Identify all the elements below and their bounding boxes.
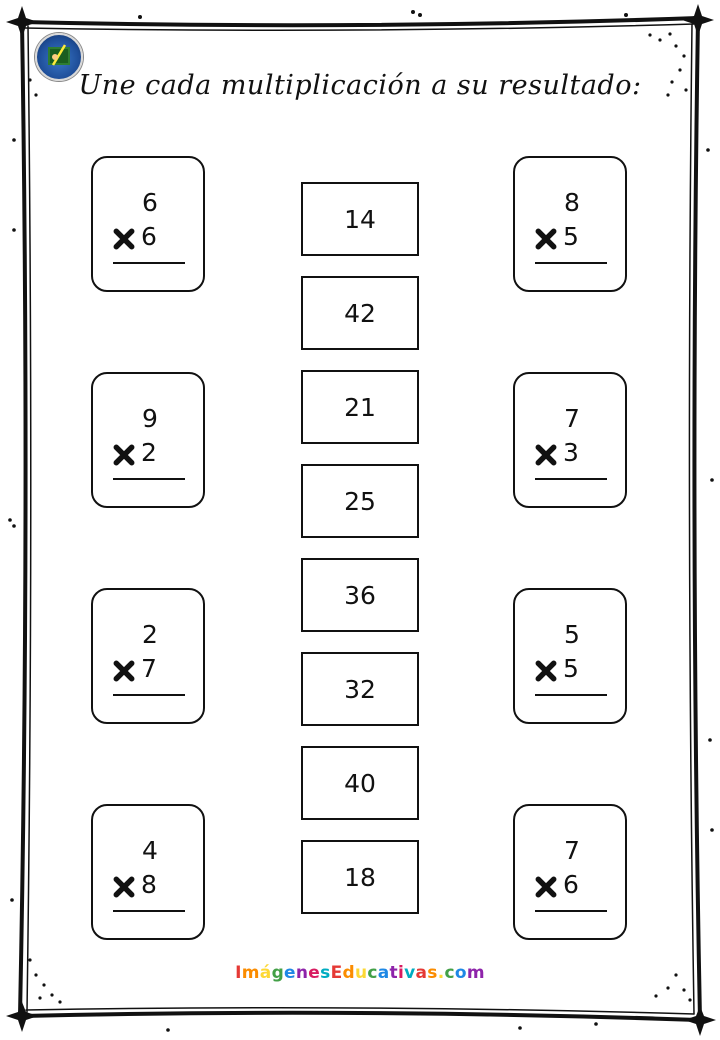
footer-letter: u	[354, 963, 368, 983]
multiplicand: 8	[564, 188, 580, 217]
multiplicand: 2	[142, 620, 158, 649]
footer-letter: v	[404, 963, 416, 983]
result-line	[535, 478, 607, 480]
multiplication-card[interactable]	[91, 372, 205, 508]
multiplication-card[interactable]	[513, 804, 627, 940]
result-line	[113, 478, 185, 480]
result-line	[113, 262, 185, 264]
result-line	[113, 910, 185, 912]
multiplier: 6	[141, 222, 157, 251]
footer-letter: t	[389, 963, 398, 983]
footer-letter: n	[295, 963, 309, 983]
footer-letter: a	[415, 963, 428, 983]
answer-box[interactable]: 25	[301, 464, 419, 538]
footer-letter: m	[241, 963, 260, 983]
footer-letter: m	[466, 963, 485, 983]
multiplicand: 9	[142, 404, 158, 433]
answer-box[interactable]: 36	[301, 558, 419, 632]
footer-letter: E	[330, 963, 343, 983]
multiplier: 2	[141, 438, 157, 467]
multiplier: 5	[563, 654, 579, 683]
multiply-icon	[113, 444, 135, 466]
multiply-icon	[535, 444, 557, 466]
multiplier: 7	[141, 654, 157, 683]
multiplier: 6	[563, 870, 579, 899]
multiplication-card[interactable]	[513, 156, 627, 292]
answer-box[interactable]: 40	[301, 746, 419, 820]
result-line	[535, 910, 607, 912]
answer-box[interactable]: 32	[301, 652, 419, 726]
multiplication-card[interactable]	[91, 156, 205, 292]
multiply-icon	[113, 660, 135, 682]
multiplier: 3	[563, 438, 579, 467]
answer-box[interactable]: 21	[301, 370, 419, 444]
result-line	[535, 694, 607, 696]
page-title: Une cada multiplicación a su resultado:	[78, 70, 642, 101]
multiplicand: 7	[564, 836, 580, 865]
footer-watermark	[0, 963, 720, 983]
footer-letter: .	[437, 963, 445, 983]
footer-letter: á	[259, 963, 272, 983]
footer-letter: a	[377, 963, 390, 983]
multiplication-card[interactable]	[513, 588, 627, 724]
multiply-icon	[113, 228, 135, 250]
multiplicand: 4	[142, 836, 158, 865]
multiplication-card[interactable]	[91, 588, 205, 724]
footer-letter: c	[367, 963, 378, 983]
multiply-icon	[535, 228, 557, 250]
multiplication-card[interactable]	[513, 372, 627, 508]
footer-letter: e	[284, 963, 296, 983]
footer-letter: g	[271, 963, 285, 983]
multiply-icon	[535, 876, 557, 898]
footer-letter: d	[342, 963, 355, 983]
answer-box[interactable]: 42	[301, 276, 419, 350]
footer-letter: e	[308, 963, 321, 983]
multiplicand: 6	[142, 188, 158, 217]
multiply-icon	[535, 660, 557, 682]
footer-letter: s	[427, 963, 438, 983]
multiplicand: 7	[564, 404, 580, 433]
footer-letter: c	[444, 963, 455, 983]
multiplier: 8	[141, 870, 157, 899]
multiplicand: 5	[564, 620, 580, 649]
multiplication-card[interactable]	[91, 804, 205, 940]
footer-letter: s	[320, 963, 331, 983]
answer-box[interactable]: 14	[301, 182, 419, 256]
footer-letter: i	[397, 963, 405, 983]
multiplier: 5	[563, 222, 579, 251]
result-line	[535, 262, 607, 264]
result-line	[113, 694, 185, 696]
multiply-icon	[113, 876, 135, 898]
footer-letter: I	[235, 963, 242, 983]
answer-box[interactable]: 18	[301, 840, 419, 914]
footer-letter: o	[454, 963, 467, 983]
